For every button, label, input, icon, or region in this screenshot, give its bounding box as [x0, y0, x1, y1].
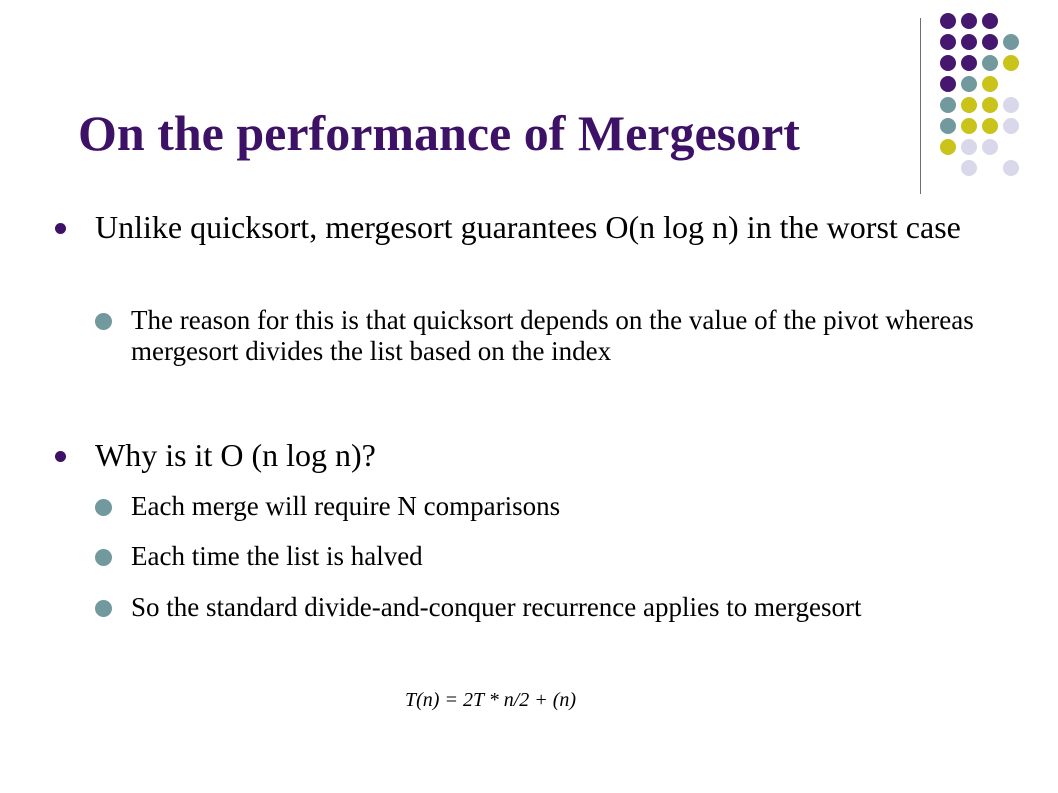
- decorative-dot: [982, 34, 998, 50]
- decorative-dot: [940, 34, 956, 50]
- sub-bullet-item-1-1: [131, 305, 991, 367]
- title-divider-line: [920, 18, 921, 194]
- bullet-dot-icon: [55, 451, 66, 462]
- decorative-dot-grid: [940, 13, 1040, 173]
- bullet-text: Unlike quicksort, mergesort guarantees O(n log n) in the worst case: [95, 209, 961, 245]
- bullet-text: Why is it O (n log n)?: [95, 437, 376, 473]
- decorative-dot: [1003, 160, 1019, 176]
- sub-bullet-item-2-2: [131, 541, 991, 572]
- decorative-dot: [961, 139, 977, 155]
- decorative-dot: [961, 76, 977, 92]
- decorative-dot: [982, 118, 998, 134]
- sub-bullet-dot-icon: [95, 549, 112, 566]
- sub-bullet-item-2-3: [131, 592, 991, 623]
- bullet-item-1: [95, 208, 995, 246]
- decorative-dot: [1003, 118, 1019, 134]
- sub-bullet-text: Each time the list is halved: [131, 541, 423, 571]
- sub-bullet-dot-icon: [95, 313, 112, 330]
- decorative-dot: [1003, 97, 1019, 113]
- sub-bullet-dot-icon: [95, 499, 112, 516]
- decorative-dot: [940, 13, 956, 29]
- decorative-dot: [982, 13, 998, 29]
- decorative-dot: [940, 76, 956, 92]
- bullet-dot-icon: [55, 223, 66, 234]
- sub-bullet-text: Each merge will require N comparisons: [131, 491, 561, 521]
- decorative-dot: [961, 118, 977, 134]
- decorative-dot: [961, 13, 977, 29]
- decorative-dot: [961, 55, 977, 71]
- decorative-dot: [940, 118, 956, 134]
- sub-bullet-dot-icon: [95, 600, 112, 617]
- slide-title: On the performance of Mergesort: [78, 105, 800, 161]
- decorative-dot: [1003, 34, 1019, 50]
- recurrence-formula: T(n) = 2T * n/2 + (n): [405, 689, 577, 711]
- decorative-dot: [961, 34, 977, 50]
- sub-bullet-text: The reason for this is that quicksort depends on the value of the pivot whereas mergesort divides the list based on the index: [131, 305, 974, 366]
- decorative-dot: [982, 139, 998, 155]
- bullet-item-2: [95, 436, 995, 474]
- decorative-dot: [940, 139, 956, 155]
- decorative-dot: [940, 55, 956, 71]
- decorative-dot: [982, 76, 998, 92]
- decorative-dot: [982, 55, 998, 71]
- decorative-dot: [961, 97, 977, 113]
- sub-bullet-text: So the standard divide-and-conquer recurrence applies to mergesort: [131, 592, 862, 622]
- decorative-dot: [982, 97, 998, 113]
- decorative-dot: [961, 160, 977, 176]
- decorative-dot: [940, 97, 956, 113]
- decorative-dot: [1003, 55, 1019, 71]
- sub-bullet-item-2-1: [131, 491, 991, 522]
